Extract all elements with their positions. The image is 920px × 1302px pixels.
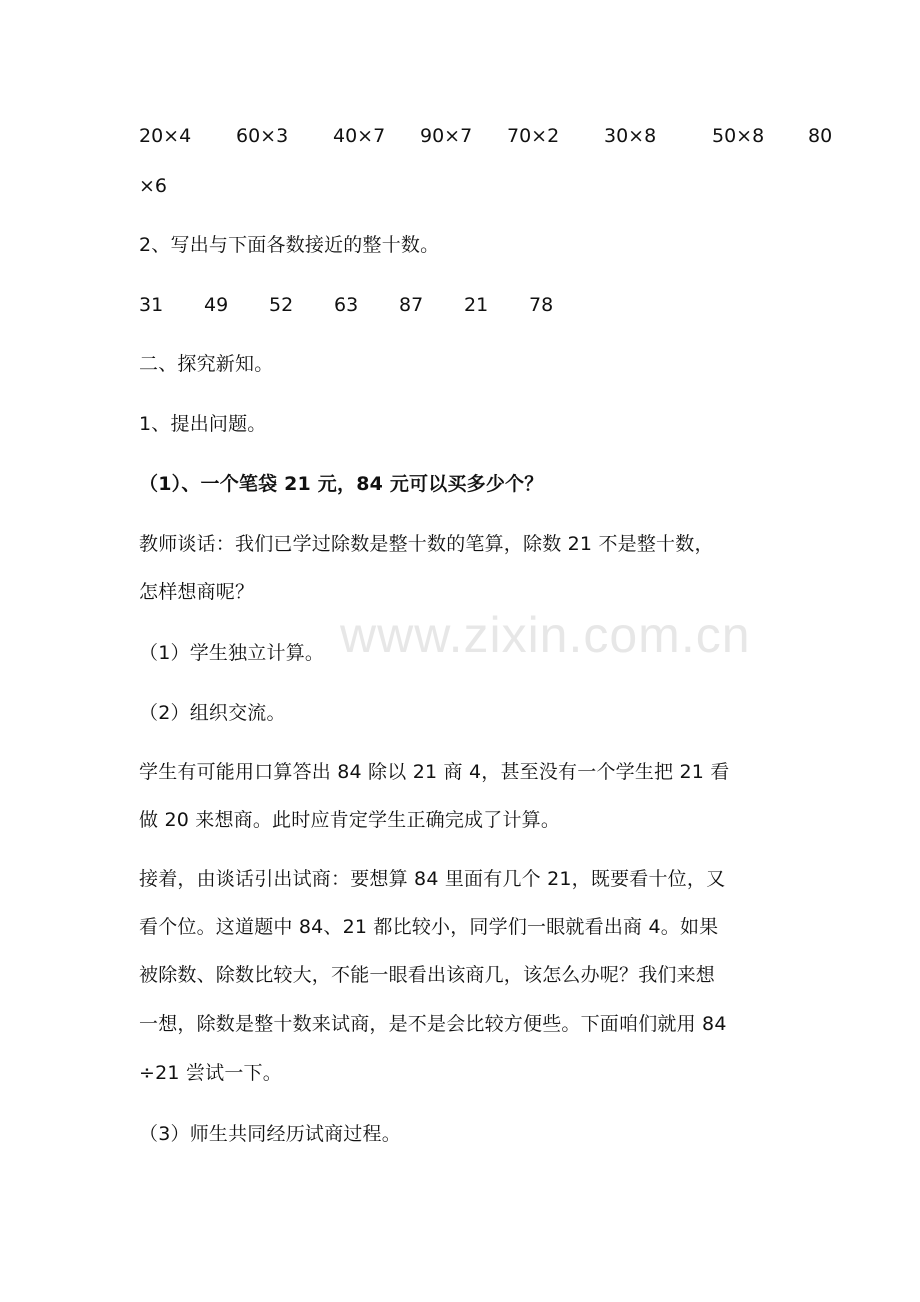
expr-item: 20×4 — [139, 125, 192, 147]
number-item: 78 — [529, 294, 554, 316]
paragraph-line: 做 20 来想商。此时应肯定学生正确完成了计算。 — [139, 809, 561, 831]
paragraph-line: 接着，由谈话引出试商：要想算 84 里面有几个 21，既要看十位，又 — [139, 868, 726, 890]
exercise2-heading: 2、写出与下面各数接近的整十数。 — [139, 234, 440, 256]
step-text: （1）学生独立计算。 — [139, 642, 325, 664]
watermark: www.zixin.com.cn — [340, 607, 751, 663]
question-text: （1）、一个笔袋 21 元，84 元可以买多少个？ — [139, 473, 544, 495]
paragraph-line: 教师谈话：我们已学过除数是整十数的笔算，除数 21 不是整十数， — [139, 533, 714, 555]
paragraph-line: 一想，除数是整十数来试商，是不是会比较方便些。下面咱们就用 84 — [139, 1013, 727, 1035]
paragraph-line: 看个位。这道题中 84、21 都比较小，同学们一眼就看出商 4。如果 — [139, 916, 719, 938]
expr-item: 40×7 — [333, 125, 386, 147]
number-item: 49 — [204, 294, 229, 316]
expr-item-wrap: ×6 — [139, 175, 168, 197]
expr-item: 60×3 — [236, 125, 289, 147]
step-text: （2）组织交流。 — [139, 702, 286, 724]
number-item: 52 — [269, 294, 294, 316]
paragraph-line: 学生有可能用口算答出 84 除以 21 商 4，甚至没有一个学生把 21 看 — [139, 761, 730, 783]
section2-heading: 二、探究新知。 — [139, 353, 274, 375]
expr-item: 30×8 — [604, 125, 657, 147]
paragraph-line: 被除数、除数比较大，不能一眼看出该商几，该怎么办呢？我们来想 — [139, 964, 716, 986]
expr-item: 70×2 — [507, 125, 560, 147]
paragraph-line: ÷21 尝试一下。 — [139, 1062, 282, 1084]
expr-item: 90×7 — [420, 125, 473, 147]
number-item: 63 — [334, 294, 359, 316]
expr-item: 50×8 — [712, 125, 765, 147]
paragraph-line: 怎样想商呢？ — [139, 581, 255, 603]
number-item: 87 — [399, 294, 424, 316]
step-text: （3）师生共同经历试商过程。 — [139, 1123, 401, 1145]
number-item: 21 — [464, 294, 489, 316]
number-item: 31 — [139, 294, 164, 316]
expr-item: 80 — [808, 125, 833, 147]
sub-heading: 1、提出问题。 — [139, 413, 267, 435]
